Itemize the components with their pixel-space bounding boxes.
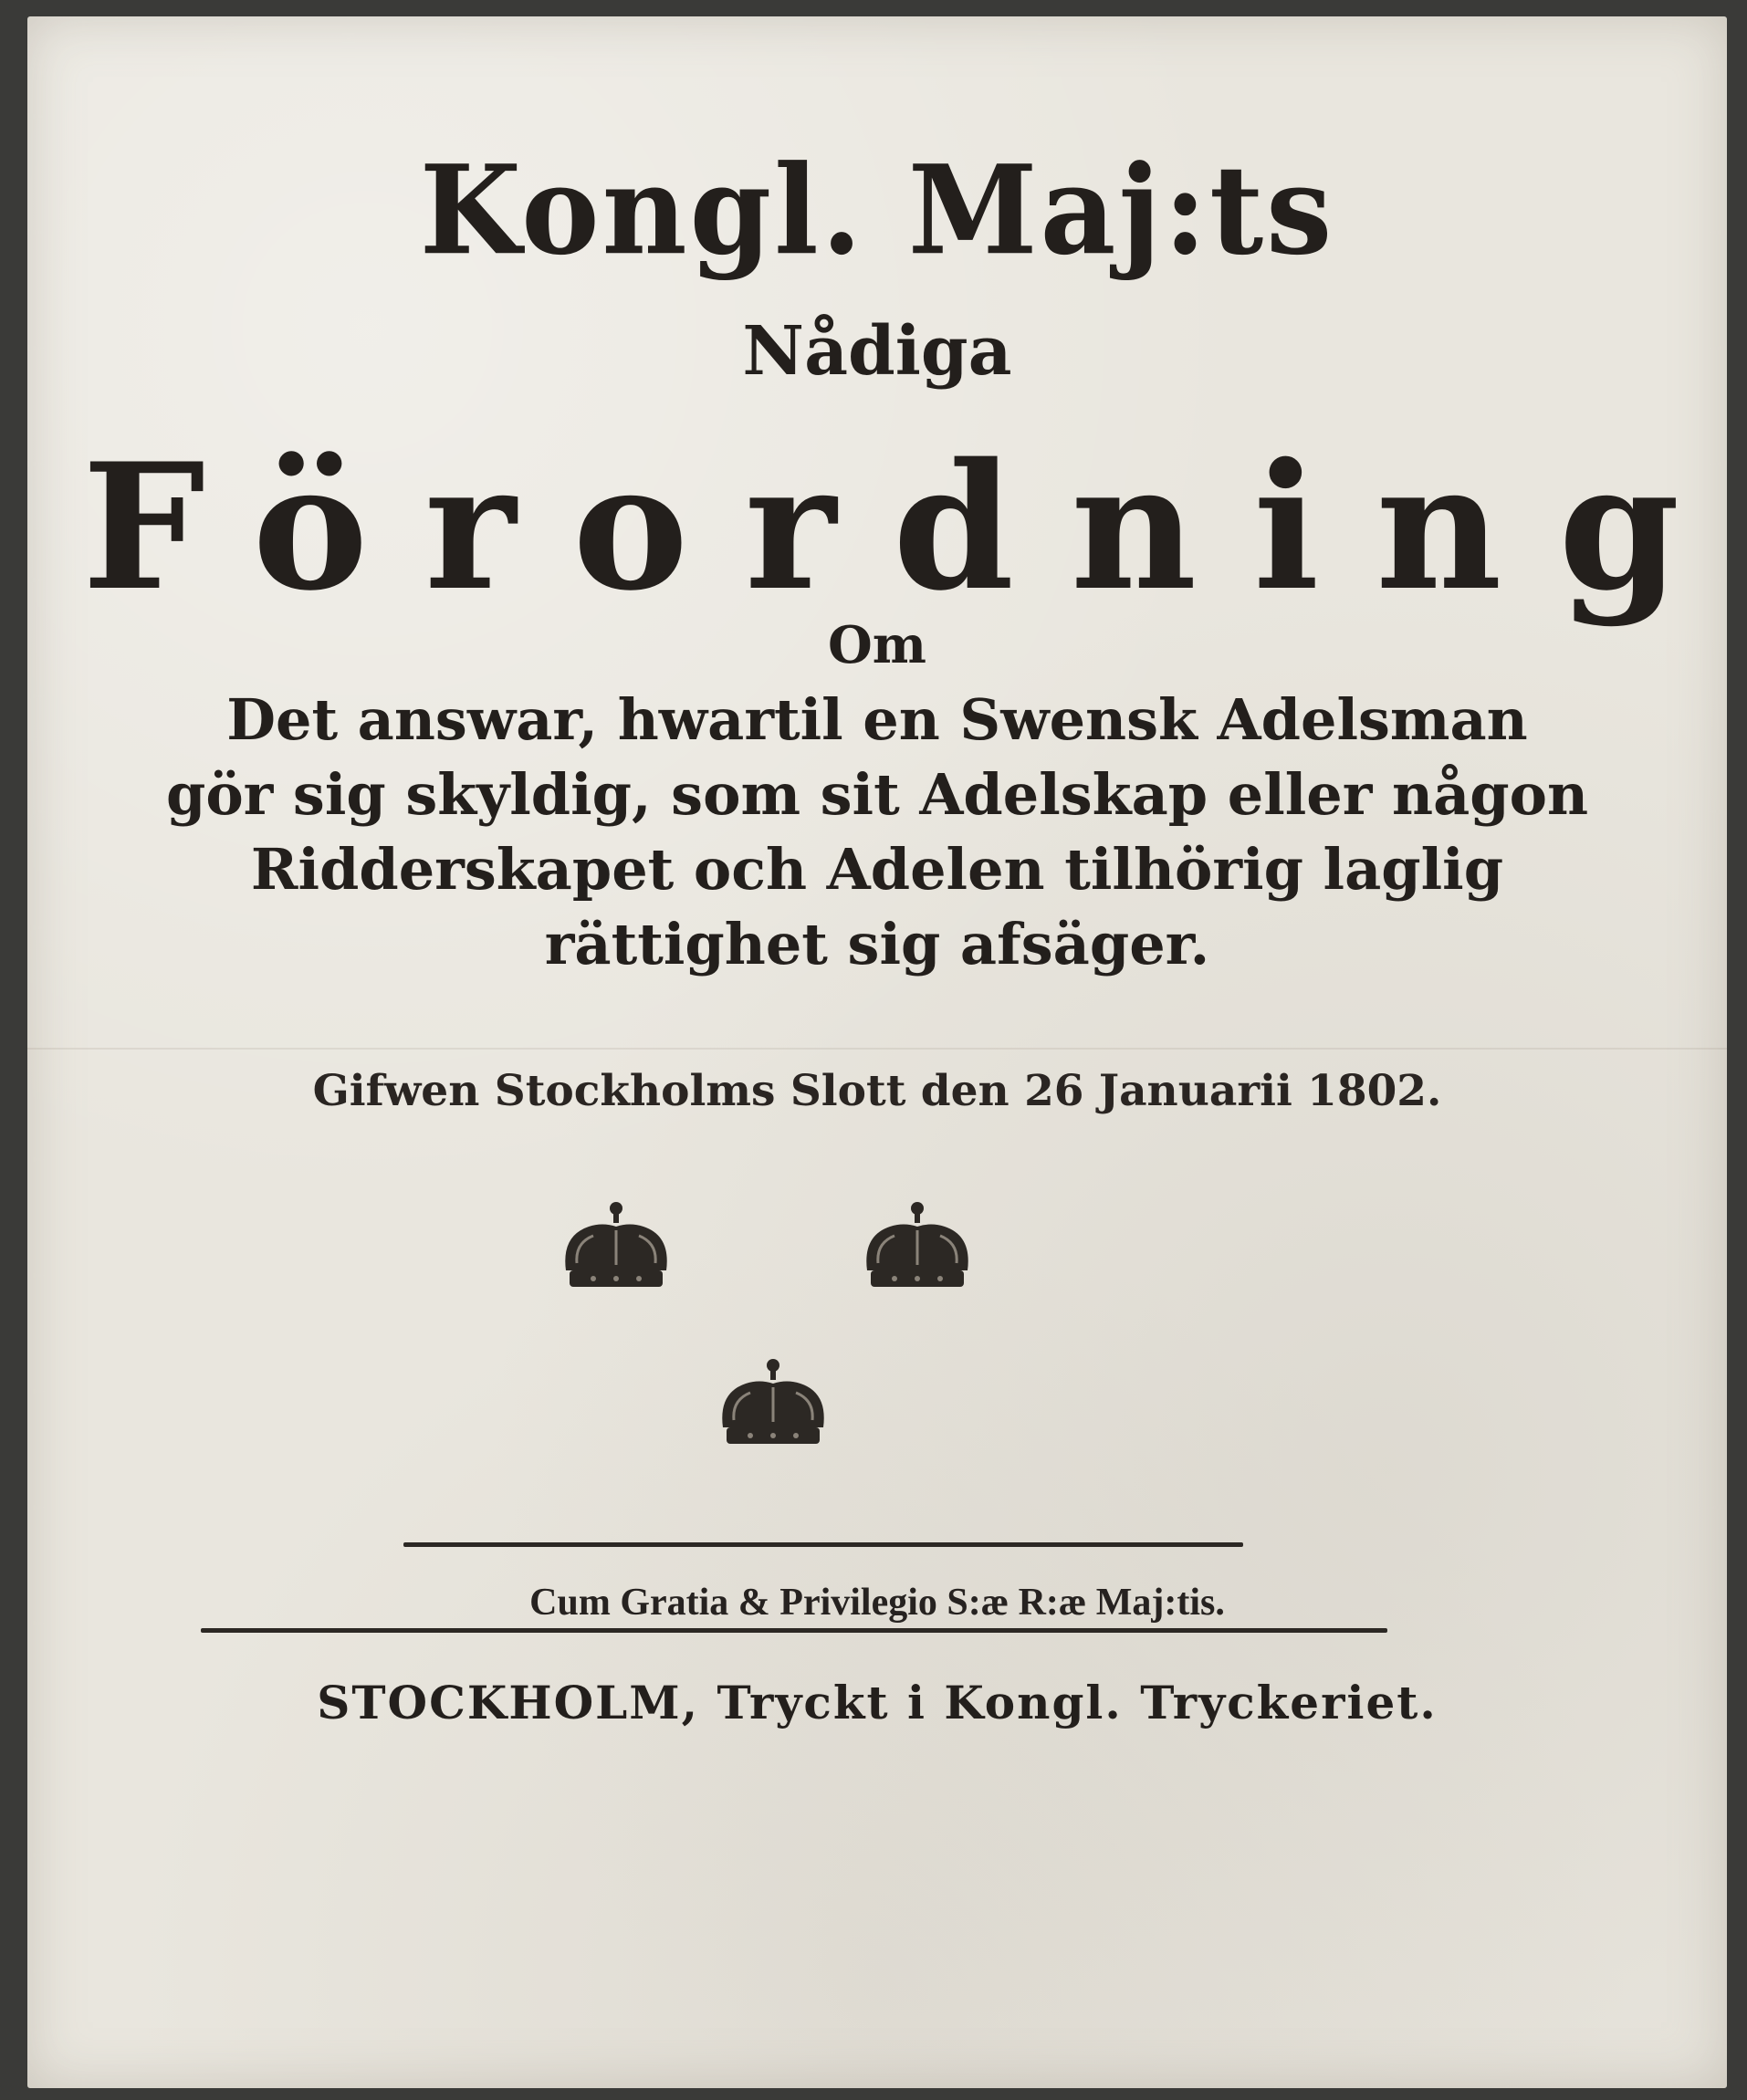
title-line-3: Förordning: [82, 425, 1737, 629]
subject-line: Det answar, hwartil en Swensk Adelsman: [226, 686, 1528, 753]
title-line-1: Kongl. Maj:ts: [419, 139, 1335, 283]
document-page: [27, 16, 1737, 2088]
title-line-2: Nådiga: [742, 312, 1012, 391]
subject-text: [27, 683, 1727, 982]
privilege-line: Cum Gratia & Privilegio S:æ R:æ Maj:tis.: [529, 1582, 1225, 1624]
paper-fold: [27, 1048, 1727, 1050]
subject-line: gör sig skyldig, som sit Adelskap eller någon: [165, 761, 1589, 828]
crown-icon: [557, 1199, 675, 1300]
subject-line: Ridderskapet och Adelen tilhörig laglig: [250, 836, 1504, 903]
given-line: Gifwen Stockholms Slott den 26 Januarii 1802.: [312, 1066, 1442, 1116]
top-rule: [403, 1542, 1243, 1547]
bottom-rule: [201, 1628, 1387, 1633]
imprint-line: STOCKHOLM, Tryckt i Kongl. Tryckeriet.: [317, 1676, 1438, 1729]
crown-icon: [858, 1199, 977, 1300]
subject-line: rättighet sig afsäger.: [544, 911, 1210, 977]
title-line-4: Om: [827, 615, 927, 675]
crown-icon: [714, 1356, 832, 1457]
